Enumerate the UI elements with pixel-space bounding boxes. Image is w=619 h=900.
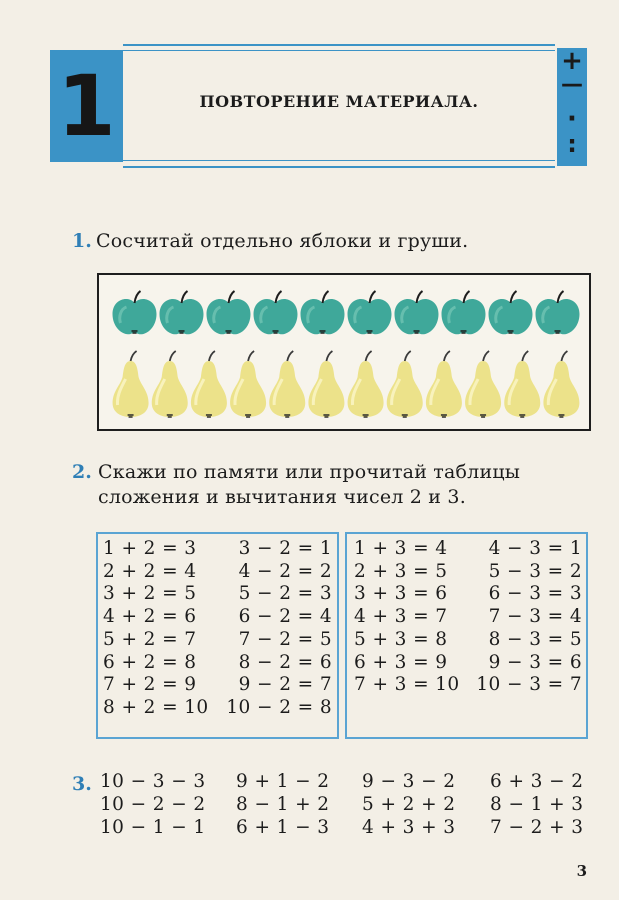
equation: 2 + 2 = 4	[103, 560, 197, 582]
expression: 4 + 3 + 3	[362, 817, 456, 838]
header-bottom-rule-thin	[123, 160, 555, 161]
expression: 6 + 3 − 2	[490, 771, 584, 792]
equation: 4 + 3 = 7	[354, 606, 448, 628]
equation: 7 − 2 = 5	[238, 628, 332, 650]
equation: 5 + 2 = 7	[103, 628, 197, 650]
equation: 1 + 3 = 4	[354, 538, 448, 559]
plus-icon: +	[561, 46, 583, 76]
apple-icon	[395, 291, 439, 334]
pear-icon	[465, 351, 501, 417]
divide-icon: :	[567, 130, 577, 158]
pear-icon	[191, 351, 227, 417]
equation: 7 − 3 = 4	[488, 606, 582, 628]
chapter-number: 1	[57, 57, 116, 155]
equation: 5 − 2 = 3	[238, 583, 332, 605]
equation: 1 + 2 = 3	[103, 538, 197, 559]
task-3-column-4	[490, 770, 583, 839]
equation: 3 + 3 = 6	[354, 583, 448, 605]
apple-icon	[442, 291, 486, 334]
equation: 5 + 3 = 8	[354, 628, 448, 650]
table-3-addition-column	[354, 538, 460, 697]
expression: 10 − 3 − 3	[100, 771, 206, 792]
equation: 4 − 2 = 2	[238, 560, 332, 582]
pear-icon	[348, 351, 384, 417]
expression: 9 − 3 − 2	[362, 771, 456, 792]
equation: 8 − 2 = 6	[238, 651, 332, 673]
equation: 2 + 3 = 5	[354, 560, 448, 582]
page-title: ПОВТОРЕНИЕ МАТЕРИАЛА.	[199, 92, 479, 111]
task-2-text-line-2: сложения и вычитания чисел 2 и 3.	[98, 486, 466, 508]
equation: 5 − 3 = 2	[488, 560, 582, 582]
expression: 10 − 2 − 2	[100, 794, 206, 815]
pear-icon	[230, 351, 266, 417]
table-3-subtraction-column	[474, 538, 582, 697]
equation: 7 + 2 = 9	[103, 674, 197, 696]
pear-icon	[387, 351, 423, 417]
pear-icon	[426, 351, 462, 417]
header-bottom-rule	[123, 166, 555, 168]
task-2-number: 2.	[72, 461, 92, 483]
apple-icon	[489, 291, 533, 334]
equation: 3 − 2 = 1	[238, 538, 332, 559]
equation: 8 − 3 = 5	[488, 628, 582, 650]
equation: 6 + 2 = 8	[103, 651, 197, 673]
task-2-text-line-1: Скажи по памяти или прочитай таблицы	[98, 461, 521, 483]
apple-icon	[348, 291, 392, 334]
pears-row	[113, 351, 580, 417]
task-1-number: 1.	[72, 230, 92, 252]
header-top-rule	[123, 44, 555, 46]
minus-icon: —	[561, 72, 583, 97]
expression: 9 + 1 − 2	[236, 771, 330, 792]
expression: 5 + 2 + 2	[362, 794, 456, 815]
equation: 8 + 2 = 10	[103, 696, 209, 718]
table-2-addition-column	[103, 538, 209, 720]
equation: 6 + 3 = 9	[354, 651, 448, 673]
expression: 7 − 2 + 3	[490, 817, 584, 838]
task-1-text: Сосчитай отдельно яблоки и груши.	[96, 230, 469, 252]
equation: 9 − 2 = 7	[238, 674, 332, 696]
fruit-illustration	[97, 273, 591, 431]
equation: 9 − 3 = 6	[488, 651, 582, 673]
apple-icon	[160, 291, 204, 334]
task-3-number: 3.	[72, 773, 92, 795]
task-3-column-1	[100, 770, 206, 839]
apple-icon	[254, 291, 298, 334]
pear-icon	[543, 351, 579, 417]
pear-icon	[113, 351, 149, 417]
apple-icon	[536, 291, 580, 334]
header-top-rule-thin	[123, 50, 555, 51]
equation: 6 − 3 = 3	[488, 583, 582, 605]
task-3-column-3	[362, 770, 455, 839]
equation: 6 − 2 = 4	[238, 606, 332, 628]
multiply-icon: ·	[567, 104, 577, 134]
equation: 4 − 3 = 1	[488, 538, 582, 559]
apple-icon	[301, 291, 345, 334]
equation: 10 − 3 = 7	[476, 674, 582, 696]
apple-icon	[207, 291, 251, 334]
equation: 10 − 2 = 8	[226, 696, 332, 718]
pear-icon	[152, 351, 188, 417]
equation: 7 + 3 = 10	[354, 674, 460, 696]
expression: 10 − 1 − 1	[100, 817, 206, 838]
equation: 4 + 2 = 6	[103, 606, 197, 628]
fruit-svg	[99, 275, 589, 429]
pear-icon	[308, 351, 344, 417]
table-2-subtraction-column	[226, 538, 332, 720]
apple-icon	[113, 291, 157, 334]
pear-icon	[269, 351, 305, 417]
equation: 3 + 2 = 5	[103, 583, 197, 605]
expression: 8 − 1 + 3	[490, 794, 584, 815]
expression: 8 − 1 + 2	[236, 794, 330, 815]
expression: 6 + 1 − 3	[236, 817, 330, 838]
apples-row	[113, 291, 580, 334]
pear-icon	[504, 351, 540, 417]
task-3-column-2	[236, 770, 329, 839]
page-number: 3	[576, 862, 587, 880]
